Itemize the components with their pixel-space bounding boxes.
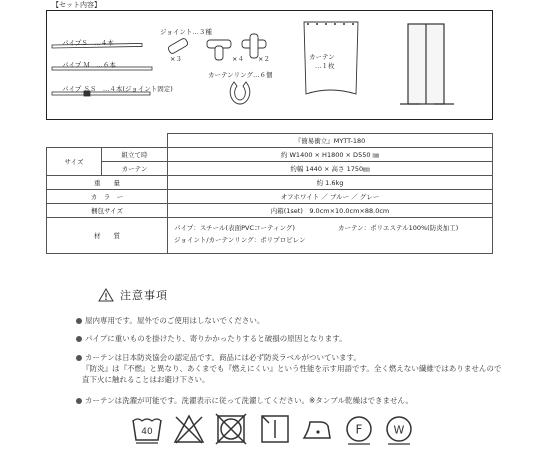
curtain-qty-label: …１枚 [315,62,335,70]
joint-qty-1: ×３ [170,55,182,63]
material-label: 材 質 [47,218,168,254]
material-pipe: パイプ：スチール(表面PVCコーティング) [174,224,295,232]
no-tumble-dry-icon [214,412,248,446]
joint-straight-icon [167,38,188,55]
caution-title: 注意事項 [120,289,168,302]
warning-icon [98,288,114,302]
material-joint: ジョイント/カーテンリング：ポリプロピレン [174,236,306,244]
assembled-label: 組立て時 [102,148,168,162]
dry-clean-f-icon [342,412,376,446]
iron-low-icon [300,412,334,446]
svg-text:F: F [355,422,363,437]
weight-value: 約 1.6kg [168,176,493,190]
caution-note-1: 屋内専用です。屋外でのご使用はしないでください。 [76,315,264,326]
pipe-m-label: パイプ Ｍ …６本 [62,61,116,69]
curtain-ring-label: カーテンリング…６個 [208,71,273,79]
svg-text:40: 40 [141,427,153,437]
caution-note-3b: 『防炎』は『不燃』と異なり、あくまでも『燃えにくい』という性能を示す用語です。全く燃えない繊維ではありませんので [82,364,502,373]
svg-text:W: W [393,423,405,437]
set-contents-title: 【セット内容】 [52,1,101,9]
joint-label: ジョイント…３種 [160,28,212,36]
wet-clean-w-icon [382,412,416,446]
material-curtain: カーテン：ポリエステル100%(防炎加工) [338,224,459,232]
curtain-size-label: カーテン [102,162,168,176]
color-value: オフホワイト ／ ブルー ／ グレー [168,190,493,204]
caution-note-2: パイプに重いものを掛けたり、寄りかかったりすると破損の原因となります。 [76,333,347,344]
caution-heading [98,287,168,303]
assembled-value: 約 W1400 × H1800 × D550 ㎜ [168,148,493,162]
curtain-ring-icon [228,78,252,108]
spec-table [46,133,493,254]
joint-qty-3: ×２ [258,55,270,63]
pipe-ss-label: パイプ ＳＳ …４本(ジョイント固定) [62,85,173,93]
joint-qty-2: ×４ [232,55,244,63]
package-value: 内箱(1set) 9.0cm×10.0cm×88.0cm [168,204,493,218]
curtain-size-value: 約幅 1440 × 高さ 1750㎜ [168,162,493,176]
caution-note-4: カーテンは洗濯が可能です。洗濯表示に従って洗濯してください。※タンブル乾燥はできません。 [76,395,413,406]
package-label: 梱包サイズ [47,204,168,218]
material-value [168,218,493,254]
curtain-label: カーテン [309,53,335,61]
color-label: カ ラ ー [47,190,168,204]
assembled-frame-icon [398,18,458,114]
weight-label: 重 量 [47,176,168,190]
product-name: 『簡易衝立』MYTT-180 [168,134,493,148]
caution-note-3: カーテンは日本防炎協会の認定品です。商品には必ず防炎ラベルがついています。 [76,352,361,363]
joint-tee-icon [207,40,231,60]
caution-note-3c: 直下火に触れることはお避け下さい。 [82,375,210,384]
size-label: サイズ [47,148,102,176]
wash-40-icon [130,412,164,446]
no-bleach-icon [172,412,206,446]
line-dry-icon [258,412,292,446]
pipe-s-label: パイプＳ …４本 [62,39,114,47]
